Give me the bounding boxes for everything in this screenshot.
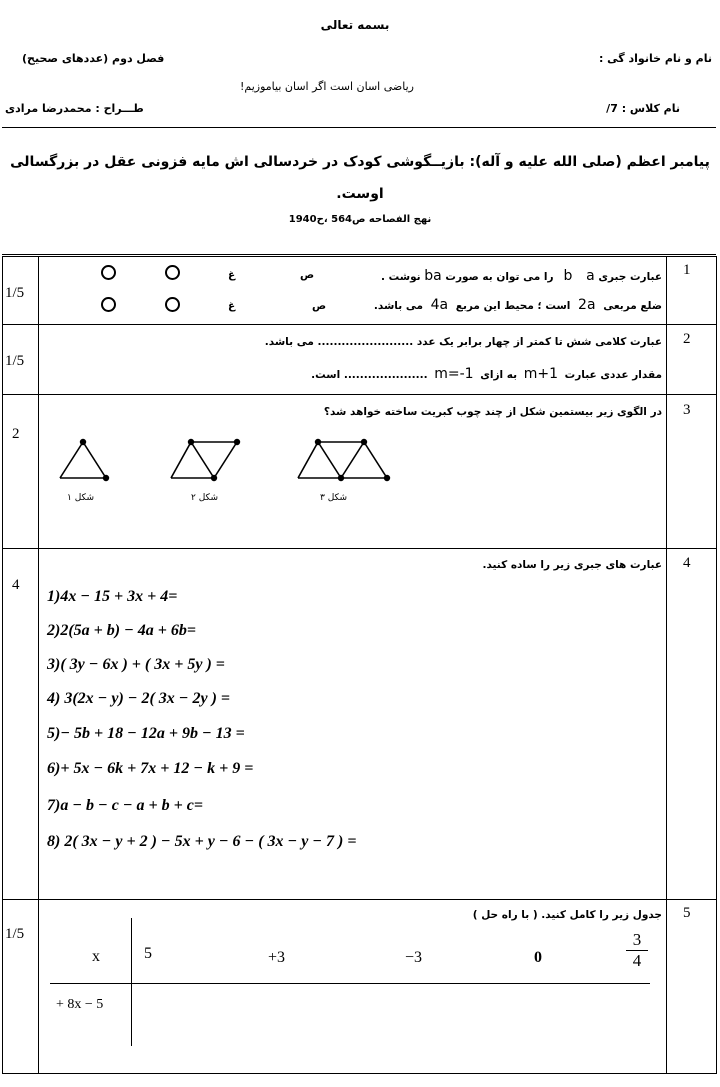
q5-table-vertical-rule [131, 918, 132, 1046]
q5-value-zero: 0 [534, 949, 542, 966]
q4-expression-7: 7)a − b − c − a + b + c= [47, 797, 203, 814]
figure-1-label: شکل ۱ [67, 493, 95, 503]
q2-statement-2: مقدار عددی عبارت m+1 به ازای m=-1 ..................... است. [311, 366, 662, 382]
q1-statement-a: عبارت جبری b aرا می توان به صورت ba نوشت . [381, 268, 662, 284]
q5-expression-label: + 8x − 5 [56, 997, 104, 1012]
fraction-numerator: 3 [626, 930, 648, 951]
q2-number: 2 [683, 331, 691, 347]
q4-expression-5: 5)− 5b + 18 − 12a + 9b − 13 = [47, 725, 245, 742]
designer-label: طـــراح : محمدرضا مرادی [5, 102, 144, 115]
hadith-line-1: پیامبر اعظم (صلی الله علیه و آله): بازیــگوشی کودک در خردسالی اش مایه فزونی عقل در بزرگسالی [10, 154, 710, 170]
q3-number: 3 [683, 402, 691, 418]
q5-statement: جدول زیر را کامل کنید. ( با راه حل ) [472, 909, 662, 921]
q1-score: 1/5 [5, 285, 25, 301]
q1-number: 1 [683, 262, 691, 278]
q1-statement-b: ضلع مربعی 2a است ؛ محیط این مربع 4a می باشد. [373, 297, 662, 313]
figure-2-triangles [171, 440, 239, 481]
figure-2-label: شکل ۲ [191, 493, 219, 503]
figure-3-triangles [298, 440, 389, 481]
figure-3-label: شکل ۳ [320, 493, 348, 503]
fraction-denominator: 4 [632, 951, 642, 970]
q4-expression-4: 4) 3(2x − y) − 2( 3x − 2y ) = [47, 690, 231, 707]
q3-statement: در الگوی زیر بیستمین شکل از چند چوب کبریت ساخته خواهد شد؟ [323, 406, 662, 418]
q5-value-plus3: +3 [268, 949, 286, 966]
q3-score: 2 [12, 426, 20, 442]
q4-expression-1: 1)4x − 15 + 3x + 4= [47, 588, 178, 605]
matchstick-pattern [50, 430, 410, 490]
q5-table-horizontal-rule [50, 983, 650, 984]
q4-number: 4 [683, 555, 691, 571]
q4-expression-6: 6)+ 5x − 6k + 7x + 12 − k + 9 = [47, 760, 254, 777]
q5-score: 1/5 [5, 926, 25, 942]
student-name-label: نام و نام خانواد گی : [598, 52, 712, 65]
q1b-option-circle[interactable] [165, 297, 180, 312]
q4-expression-3: 3)( 3y − 6x ) + ( 3x + 5y ) = [47, 656, 225, 673]
q1a-option-circle[interactable] [165, 265, 180, 280]
q5-value-minus3: −3 [405, 949, 423, 966]
q1b-option-circle[interactable] [101, 297, 116, 312]
q5-fraction [626, 930, 648, 971]
q4-statement: عبارت های جبری زیر را ساده کنید. [482, 559, 662, 571]
figure-1-triangle [60, 440, 108, 481]
q1a-option-circle[interactable] [101, 265, 116, 280]
hadith-line-2: اوست. [336, 186, 384, 202]
q4-expression-8: 8) 2( 3x − y + 2 ) − 5x + y − 6 − ( 3x − y − 7 ) = [47, 833, 357, 850]
q1b-true-label: ص [312, 300, 327, 312]
basmala: بسمه تعالی [320, 18, 390, 32]
chapter-title: فصل دوم (عددهای صحیح) [22, 52, 165, 65]
row-divider-4 [2, 899, 717, 900]
class-label: نام کلاس : 7/ [606, 102, 680, 115]
motto: ریاضی اسان است اگر اسان بیاموزیم! [240, 80, 414, 93]
row-divider-3 [2, 548, 717, 549]
row-divider-2 [2, 394, 717, 395]
q1a-false-label: غ [228, 269, 236, 281]
q1a-true-label: ص [300, 269, 315, 281]
col-divider-score [38, 256, 39, 1074]
q5-number: 5 [683, 905, 691, 921]
q5-value-5: 5 [144, 945, 152, 962]
hadith-source: نهج الفصاحه ص564 ،ح1940 [288, 214, 432, 225]
q4-score: 4 [12, 577, 20, 593]
row-divider-1 [2, 324, 717, 325]
q5-x-label: x [92, 948, 100, 965]
col-divider-number [666, 256, 667, 1074]
q4-expression-2: 2)2(5a + b) − 4a + 6b= [47, 622, 197, 639]
q2-score: 1/5 [5, 353, 25, 369]
q1b-false-label: غ [228, 300, 236, 312]
q2-statement-1: عبارت کلامی شش تا کمتر از چهار برابر یک عدد ........................ می باشد. [264, 336, 662, 348]
